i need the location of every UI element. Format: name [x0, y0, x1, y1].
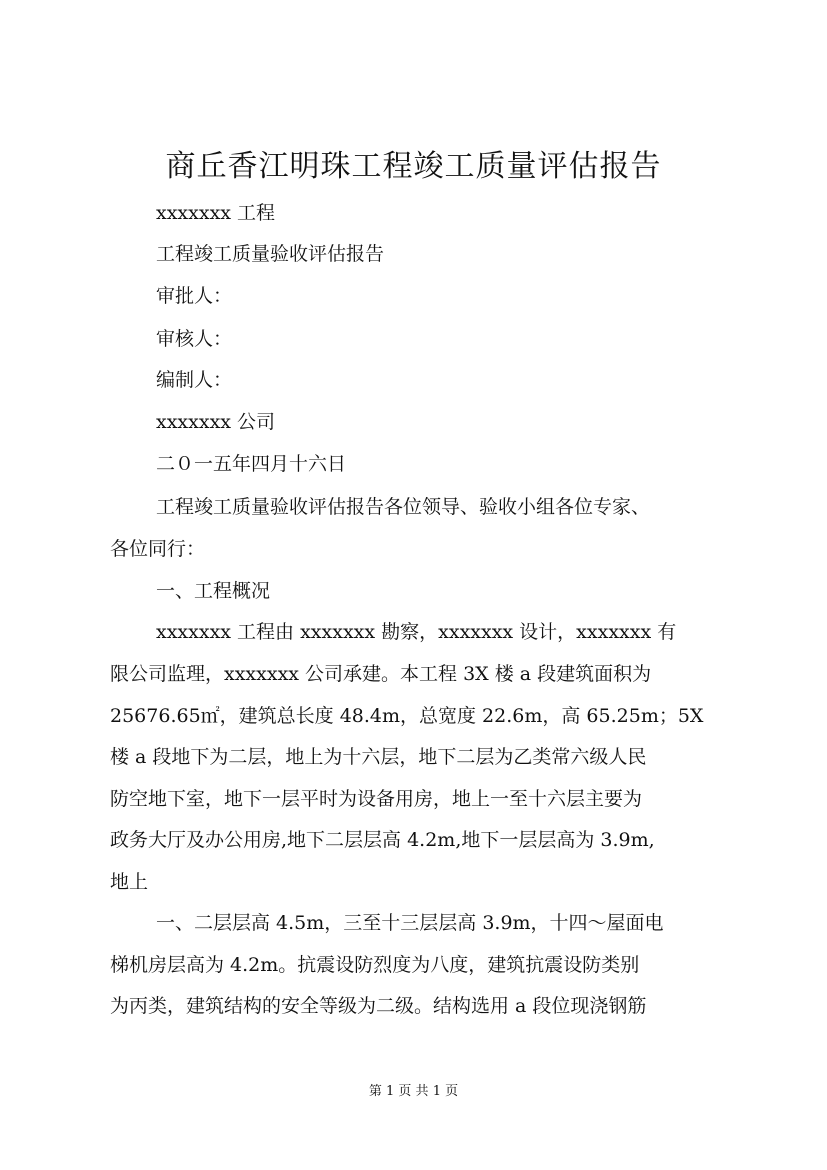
reviewer-line: 审核人： [156, 328, 233, 350]
date-line: 二０一五年四月十六日 [156, 453, 347, 475]
approver-line: 审批人： [156, 285, 233, 307]
body-line: 限公司监理，xxxxxxx 公司承建。本工程 3X 楼 a 段建筑面积为 [110, 663, 652, 685]
body-line: xxxxxxx 工程由 xxxxxxx 勘察，xxxxxxx 设计，xxxxxxx 有 [156, 621, 677, 643]
page-footer: 第 1 页 共 1 页 [368, 1084, 459, 1099]
report-subtitle-line: 工程竣工质量验收评估报告 [156, 243, 385, 265]
company-line: xxxxxxx 公司 [156, 411, 276, 433]
section-heading: 一、工程概况 [156, 580, 271, 602]
project-name-line: xxxxxxx 工程 [156, 202, 276, 224]
document-title: 商丘香江明珠工程竣工质量评估报告 [165, 149, 662, 184]
body-line: 一、二层层高 4.5m，三至十三层层高 3.9m，十四～屋面电 [156, 912, 664, 934]
body-line: 政务大厅及办公用房,地下二层层高 4.2m,地下一层层高为 3.9m, [110, 829, 655, 851]
body-line: 梯机房层高为 4.2m。抗震设防烈度为八度，建筑抗震设防类别 [110, 954, 640, 976]
editor-line: 编制人： [156, 369, 233, 391]
greeting-line: 工程竣工质量验收评估报告各位领导、验收小组各位专家、 [156, 496, 651, 518]
body-line: 楼 a 段地下为二层，地上为十六层，地下二层为乙类常六级人民 [110, 746, 647, 768]
body-line: 25676.65㎡，建筑总长度 48.4m，总宽度 22.6m，高 65.25m；5X [110, 705, 704, 727]
body-line: 为丙类，建筑结构的安全等级为二级。结构选用 a 段位现浇钢筋 [110, 995, 647, 1017]
body-line: 地上 [110, 871, 149, 893]
greeting-line-cont: 各位同行： [110, 538, 206, 560]
body-line: 防空地下室，地下一层平时为设备用房，地上一至十六层主要为 [110, 788, 643, 810]
